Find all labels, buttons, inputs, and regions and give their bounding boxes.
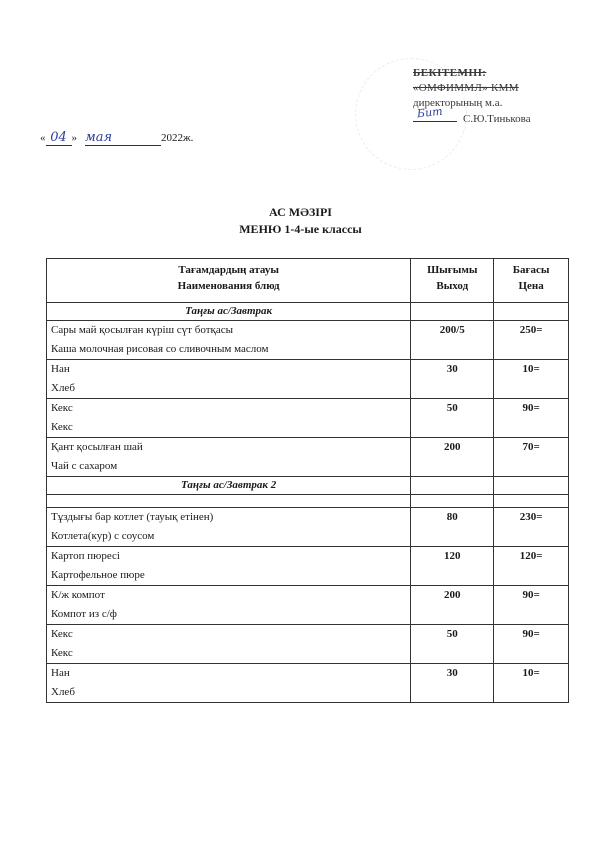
dish-name-ru: Хлеб (51, 382, 75, 394)
price-cell: 90= (494, 625, 569, 664)
dish-name-ru: Чай с сахаром (51, 460, 118, 472)
dish-name-cell (47, 586, 411, 625)
table-row (47, 586, 569, 625)
date-quote-open: « (40, 132, 46, 144)
output-cell: 200/5 (411, 321, 494, 360)
dish-name-kz: Тұздығы бар котлет (тауық етінен) (51, 511, 214, 523)
header-dish (47, 259, 411, 303)
output-cell: 200 (411, 586, 494, 625)
spacer-cell (494, 495, 569, 508)
output-cell: 80 (411, 508, 494, 547)
header-output-ru: Выход (436, 280, 469, 292)
date-day: 04 (46, 130, 72, 146)
dish-name-ru: Кекс (51, 421, 73, 433)
header-price (494, 259, 569, 303)
header-output-kz: Шығымы (427, 264, 478, 276)
section-row (47, 477, 569, 495)
table-header-row (47, 259, 569, 303)
document-date (40, 130, 193, 146)
section-empty-cell (411, 303, 494, 321)
dish-name-cell (47, 508, 411, 547)
output-cell: 50 (411, 625, 494, 664)
date-year: 2022ж. (161, 132, 194, 144)
table-row (47, 399, 569, 438)
signature: Бит (416, 104, 444, 121)
section-empty-cell (494, 303, 569, 321)
title-kz: АС МӘЗІРІ (269, 205, 332, 219)
section-row (47, 303, 569, 321)
output-cell: 50 (411, 399, 494, 438)
dish-name-cell (47, 321, 411, 360)
dish-name-cell (47, 360, 411, 399)
signature-line (413, 104, 457, 122)
output-cell: 30 (411, 664, 494, 703)
price-cell: 70= (494, 438, 569, 477)
table-row (47, 508, 569, 547)
dish-name-ru: Котлета(кур) с соусом (51, 530, 155, 542)
approval-name: С.Ю.Тинькова (463, 113, 531, 125)
dish-name-kz: Нан (51, 667, 70, 679)
title-ru: МЕНЮ 1-4-ые классы (239, 222, 362, 236)
section-breakfast2-label: Таңғы ас/Завтрак 2 (47, 477, 411, 495)
approval-org: «ОМФИММЛ» КММ (413, 82, 519, 94)
price-cell: 90= (494, 399, 569, 438)
price-cell: 120= (494, 547, 569, 586)
menu-table (46, 258, 569, 703)
section-breakfast-label: Таңғы ас/Завтрак (47, 303, 411, 321)
dish-name-kz: Кекс (51, 402, 73, 414)
table-row (47, 438, 569, 477)
spacer-row (47, 495, 569, 508)
dish-name-cell (47, 625, 411, 664)
header-price-kz: Бағасы (512, 264, 550, 276)
dish-name-kz: К/ж компот (51, 589, 105, 601)
output-cell: 120 (411, 547, 494, 586)
table-row (47, 360, 569, 399)
dish-name-kz: Нан (51, 363, 70, 375)
date-month: мая (85, 130, 161, 146)
price-cell: 230= (494, 508, 569, 547)
date-quote-close: » (71, 132, 77, 144)
dish-name-kz: Сары май қосылған күріш сүт ботқасы (51, 324, 233, 336)
dish-name-kz: Қант қосылған шай (51, 441, 143, 453)
approval-role: директорының м.а. (413, 97, 503, 109)
dish-name-ru: Картофельное пюре (51, 569, 145, 581)
dish-name-kz: Кекс (51, 628, 73, 640)
table-row (47, 321, 569, 360)
dish-name-ru: Кекс (51, 647, 73, 659)
table-row (47, 625, 569, 664)
dish-name-ru: Компот из с/ф (51, 608, 117, 620)
dish-name-ru: Каша молочная рисовая со сливочным маслом (51, 343, 269, 355)
output-cell: 30 (411, 360, 494, 399)
table-row (47, 547, 569, 586)
dish-name-cell (47, 547, 411, 586)
price-cell: 90= (494, 586, 569, 625)
approval-title: БЕКІТЕМІН: (413, 67, 487, 79)
price-cell: 10= (494, 664, 569, 703)
breakfast2-rows (47, 508, 569, 703)
section-empty-cell (411, 477, 494, 495)
header-dish-ru: Наименования блюд (177, 280, 280, 292)
header-dish-kz: Тағамдардың атауы (178, 264, 279, 276)
price-cell: 250= (494, 321, 569, 360)
header-price-ru: Цена (518, 280, 544, 292)
breakfast-rows (47, 321, 569, 477)
spacer-cell (47, 495, 411, 508)
approval-block (413, 66, 531, 127)
header-output (411, 259, 494, 303)
dish-name-kz: Картоп пюресі (51, 550, 120, 562)
spacer-cell (411, 495, 494, 508)
approval-signature-line (413, 104, 531, 127)
dish-name-cell (47, 438, 411, 477)
price-cell: 10= (494, 360, 569, 399)
table-row (47, 664, 569, 703)
output-cell: 200 (411, 438, 494, 477)
dish-name-ru: Хлеб (51, 686, 75, 698)
dish-name-cell (47, 399, 411, 438)
dish-name-cell (47, 664, 411, 703)
section-empty-cell (494, 477, 569, 495)
